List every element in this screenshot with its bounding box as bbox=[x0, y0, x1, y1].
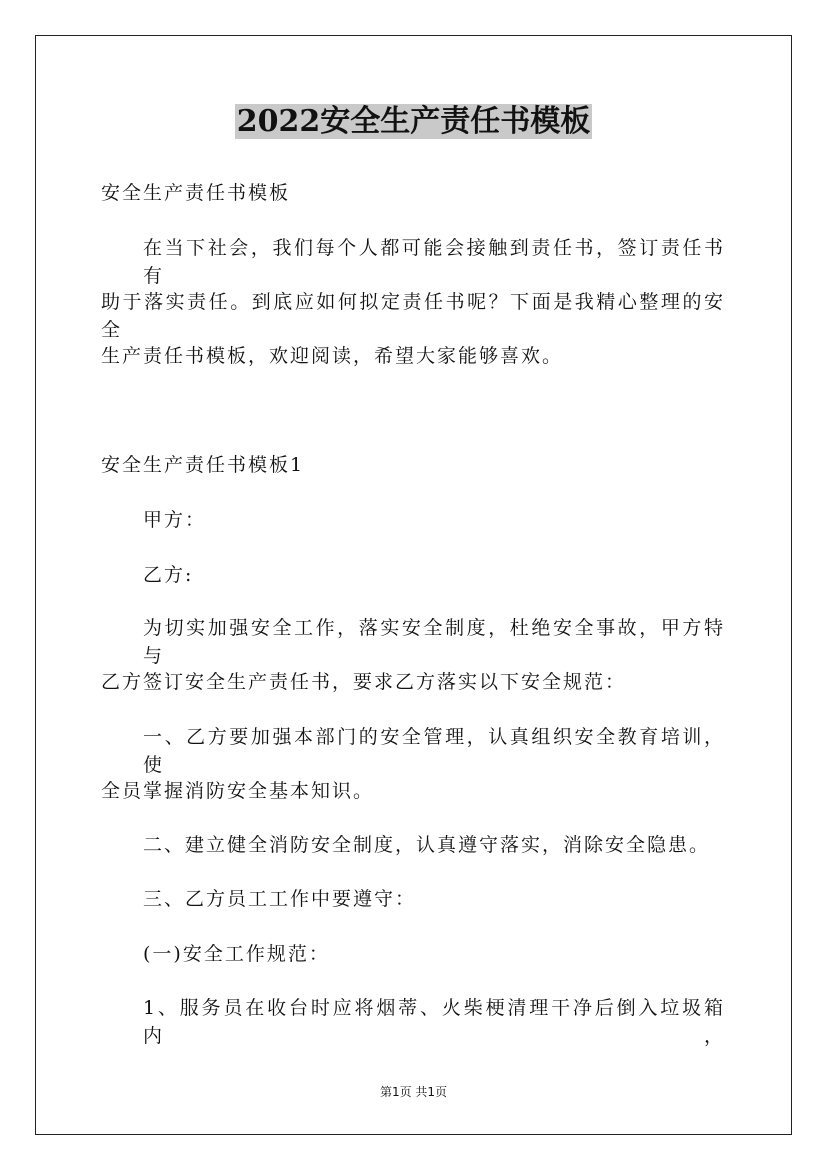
party-a-line: 甲方： bbox=[143, 509, 207, 531]
page-footer: 第1页 共1页 bbox=[379, 1085, 448, 1099]
document-title-text: 2022安全生产责任书模板 bbox=[236, 104, 591, 139]
intro-line-3: 生产责任书模板，欢迎阅读，希望大家能够喜欢。 bbox=[101, 345, 564, 367]
clause-2-line: 二、建立健全消防安全制度，认真遵守落实，消除安全隐患。 bbox=[143, 834, 711, 856]
document-subtitle: 安全生产责任书模板 bbox=[101, 182, 291, 204]
clause-3-line: 三、乙方员工工作中要遵守： bbox=[143, 888, 417, 910]
rule-1-line: 1、服务员在收台时应将烟蒂、火柴梗清理干净后倒入垃圾箱内， bbox=[143, 997, 725, 1047]
paragraph-purpose-line-2: 乙方签订安全生产责任书，要求乙方落实以下安全规范： bbox=[101, 671, 627, 693]
clause-1-line-1: 一、乙方要加强本部门的安全管理，认真组织安全教育培训，使 bbox=[143, 726, 725, 776]
intro-line-1: 在当下社会，我们每个人都可能会接触到责任书，签订责任书有 bbox=[143, 237, 725, 287]
document-title bbox=[0, 100, 827, 144]
clause-1-line-2: 全员掌握消防安全基本知识。 bbox=[101, 780, 375, 802]
section-heading: 安全生产责任书模板1 bbox=[101, 454, 305, 476]
party-b-line: 乙方: bbox=[143, 564, 194, 586]
subclause-heading: (一)安全工作规范： bbox=[143, 943, 330, 965]
paragraph-purpose-line-1: 为切实加强安全工作，落实安全制度，杜绝安全事故，甲方特与 bbox=[143, 617, 725, 667]
intro-line-2: 助于落实责任。到底应如何拟定责任书呢？下面是我精心整理的安全 bbox=[101, 291, 725, 341]
